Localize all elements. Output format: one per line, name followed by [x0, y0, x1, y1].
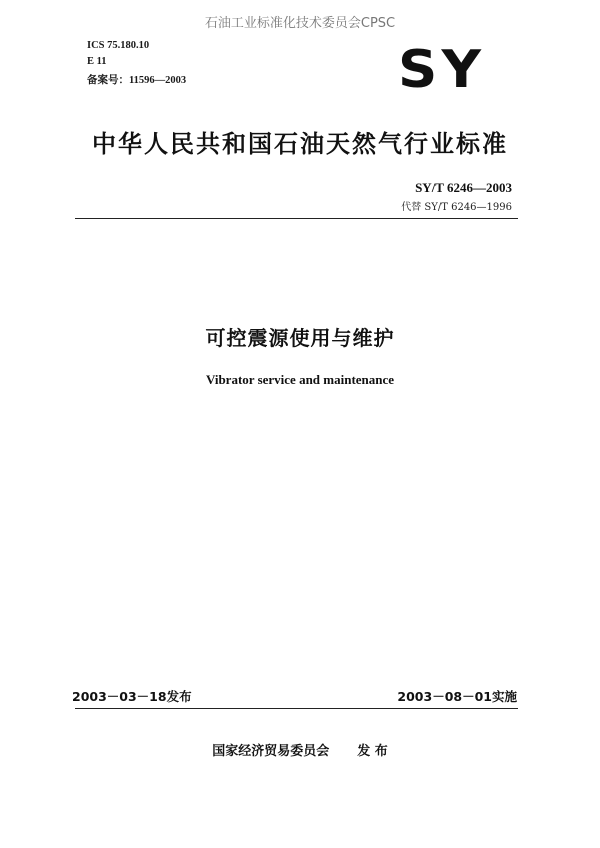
replaces-standard: 代替 SY/T 6246—1996 — [401, 202, 512, 213]
sy-logo: SY — [398, 40, 486, 100]
footer-divider — [75, 708, 518, 709]
document-title-cn: 可控震源使用与维护 — [205, 326, 395, 350]
standard-category-title: 中华人民共和国石油天然气行业标准 — [92, 130, 508, 158]
issuing-authority — [0, 740, 600, 759]
watermark-text: 石油工业标准化技术委员会CPSC — [204, 16, 396, 31]
implementation-date: 2003－08－01实施 — [397, 689, 517, 704]
ics-code: ICS 75.180.10 — [87, 40, 150, 51]
issue-date: 2003－03－18发布 — [72, 689, 192, 704]
issuer-name: 国家经济贸易委员会 — [212, 744, 330, 759]
issuer-action: 发 布 — [357, 744, 388, 759]
filing-number: 备案号：11596—2003 — [87, 75, 187, 86]
ccs-code: E 11 — [87, 56, 107, 67]
header-divider — [75, 218, 518, 219]
document-title-en: Vibrator service and maintenance — [205, 372, 395, 387]
standard-number: SY/T 6246—2003 — [415, 180, 512, 195]
